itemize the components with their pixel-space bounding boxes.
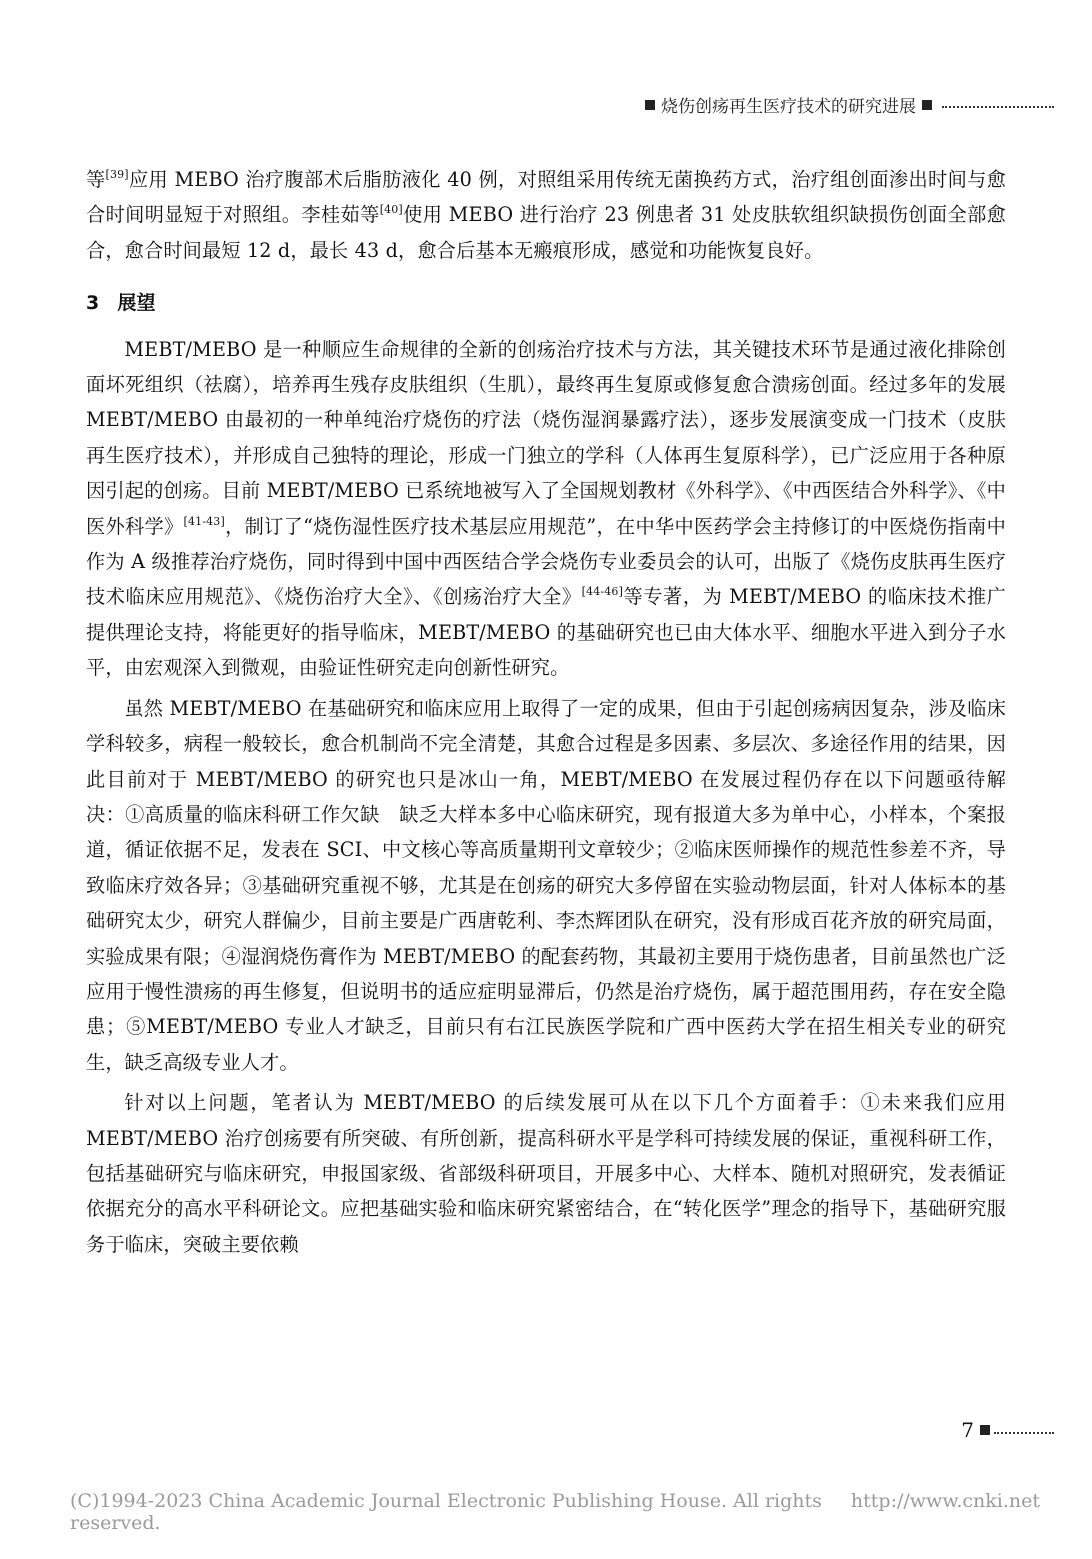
p2-text-a: MEBT/MEBO 是一种顺应生命规律的全新的创疡治疗技术与方法，其关键技术环节是通过液化排除创面坏死组织（祛腐），培养再生残存皮肤组织（生肌），最终再生复原或修复愈合溃疡创面。经过多年的发展 MEBT/MEBO 由最初的一种单纯治疗烧伤的疗法（烧伤湿润暴露疗法），逐步发展演变成一门技术（皮肤再生医疗技术），并形成自己独特的理论，形成一门独立的学科（人体再生复原科学），已广泛应用于各种原因引起的创疡。目前 MEBT/MEBO 已系统地被写入了全国规划教材《外科学》、《中西医结合外科学》、《中医外科学》 [86,337,1006,538]
citation-40: [40] [379,203,403,217]
section-heading-3 [86,286,1006,321]
p2-text-b: ，制订了“烧伤湿性医疗技术基层应用规范”，在中华中医药学会主持修订的中医烧伤指南中作为 A 级推荐治疗烧伤，同时得到中国中西医结合学会烧伤专业委员会的认可，出版了《烧伤皮肤再生医疗技术临床应用规范》、《烧伤治疗大全》、《创疡治疗大全》 [86,514,1006,609]
paragraph-2 [86,332,1006,686]
header-square-left-icon [645,100,655,110]
section-number: 3 [86,292,100,315]
citation-41-43: [41-43] [183,514,225,528]
footer-dotted-rule [994,1431,1054,1434]
citation-44-46: [44-46] [581,585,624,599]
running-header [639,92,1054,117]
paragraph-3: 虽然 MEBT/MEBO 在基础研究和临床应用上取得了一定的成果，但由于引起创疡病因复杂，涉及临床学科较多，病程一般较长，愈合机制尚不完全清楚，其愈合过程是多因素、多层次、多途径作用的结果，因此目前对于 MEBT/MEBO 的研究也只是冰山一角，MEBT/MEBO 在发展过程仍存在以下问题亟待解决：①高质量的临床科研工作欠缺 缺乏大样本多中心临床研究，现有报道大多为单中心，小样本，个案报道，循证依据不足，发表在 SCI、中文核心等高质量期刊文章较少；②临床医师操作的规范性参差不齐，导致临床疗效各异；③基础研究重视不够，尤其是在创疡的研究大多停留在实验动物层面，针对人体标本的基础研究太少，研究人群偏少，目前主要是广西唐乾利、李杰辉团队在研究，没有形成百花齐放的研究局面，实验成果有限；④湿润烧伤膏作为 MEBT/MEBO 的配套药物，其最初主要用于烧伤患者，目前虽然也广泛应用于慢性溃疡的再生修复，但说明书的适应症明显滞后，仍然是治疗烧伤，属于超范围用药，存在安全隐患；⑤MEBT/MEBO 专业人才缺乏，目前只有右江民族医学院和广西中医药大学在招生相关专业的研究生，缺乏高级专业人才。 [86,696,1006,1074]
page-number: 7 [961,1418,974,1442]
footer-square-icon [980,1425,990,1435]
copyright-watermark [70,1490,1040,1534]
paragraph-1 [86,162,1006,268]
header-square-right-icon [922,100,932,110]
citation-39: [39] [105,168,129,181]
cnki-url: http://www.cnki.net [850,1490,1040,1512]
page-footer [961,1418,1054,1442]
p1-text-a: 等 [86,168,106,191]
p2-text-c: 等专著，为 MEBT/MEBO 的临床技术推广提供理论支持，将能更好的指导临床，MEBT/MEBO 的基础研究也已由大体水平、细胞水平进入到分子水平，由宏观深入到微观，由验证性研究走向创新性研究。 [86,585,1006,680]
running-title: 烧伤创疡再生医疗技术的研究进展 [661,97,916,117]
p1-text-c: 使用 MEBO 进行治疗 23 例患者 31 处皮肤软组织缺损伤创面全部愈合，愈合时间最短 12 d，最长 43 d，愈合后基本无瘢痕形成，感觉和功能恢复良好。 [86,203,1006,262]
paragraph-4: 针对以上问题，笔者认为 MEBT/MEBO 的后续发展可从在以下几个方面着手：①未来我们应用 MEBT/MEBO 治疗创疡要有所突破、有所创新，提高科研水平是学科可持续发展的保证，重视科研工作，包括基础研究与临床研究，申报国家级、省部级科研项目，开展多中心、大样本、随机对照研究，发表循证依据充分的高水平科研论文。应把基础实验和临床研究紧密结合，在“转化医学”理念的指导下，基础研究服务于临床，突破主要依赖 [86,1091,1006,1256]
copyright-text: (C)1994-2023 China Academic Journal Electronic Publishing House. All rights reserved. [70,1490,822,1534]
header-dotted-rule [942,105,1054,108]
section-title: 展望 [117,292,156,315]
p1-text-b: 应用 MEBO 治疗腹部术后脂肪液化 40 例，对照组采用传统无菌换药方式，治疗组创面渗出时间与愈合时间明显短于对照组。李桂茹等 [86,168,1006,227]
article-body [86,162,1006,1262]
